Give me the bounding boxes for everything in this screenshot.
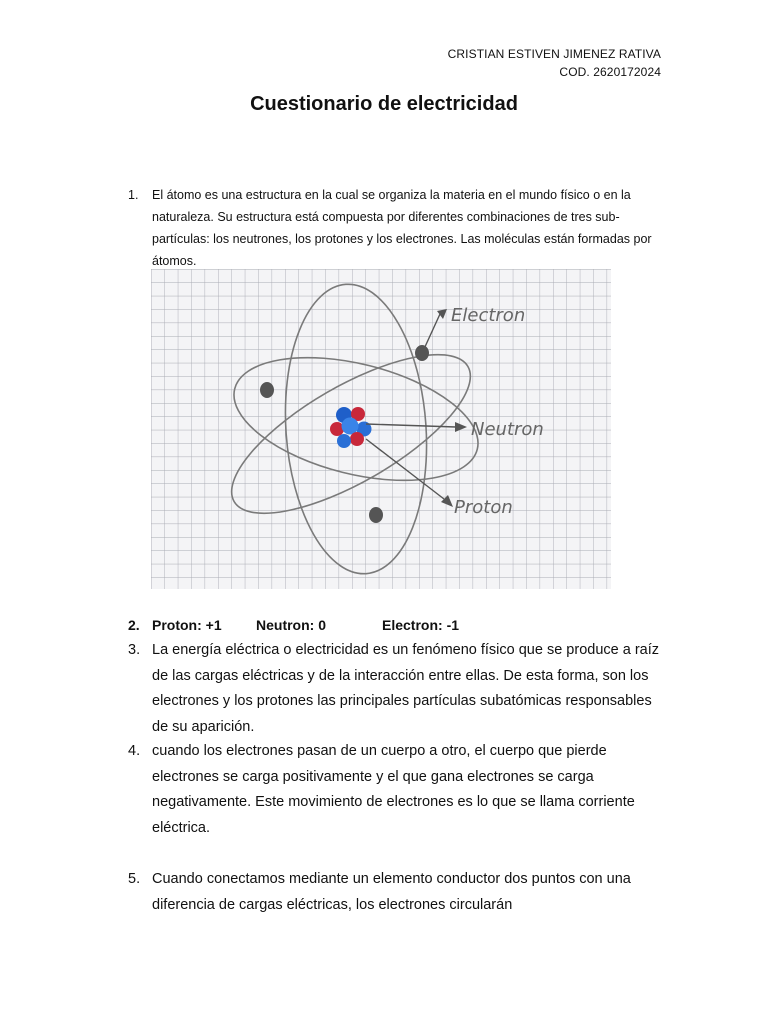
neutron-charge: Neutron: 0	[256, 617, 326, 633]
student-code: COD. 2620172024	[559, 65, 661, 79]
neutron-particle	[342, 418, 359, 435]
electron-bottom	[369, 507, 383, 523]
question-text: La energía eléctrica o electricidad es un fenómeno físico que se produce a raíz de las cargas eléctricas y de la interacción entre ellas. De esta forma, son los electrones y los protones las principales partículas subatómicas responsables de su aparición.	[152, 642, 659, 735]
question-3	[128, 638, 668, 740]
question-number: 5.	[128, 871, 141, 887]
question-1	[128, 184, 668, 272]
question-5	[128, 867, 668, 918]
question-number: 2.	[128, 617, 140, 633]
proton-charge: Proton: +1	[152, 617, 222, 633]
question-number: 3.	[128, 642, 141, 658]
question-2	[128, 613, 668, 637]
author-name: CRISTIAN ESTIVEN JIMENEZ RATIVA	[447, 47, 661, 61]
question-text: El átomo es una estructura en la cual se organiza la materia en el mundo físico o en la naturaleza. Su estructura está compuesta por diferentes combinaciones de tres sub-partículas: los neutrones, los protones y los electrones. Las moléculas están formadas por átomos.	[152, 188, 652, 268]
neutron-particle	[337, 434, 351, 448]
question-text: cuando los electrones pasan de un cuerpo a otro, el cuerpo que pierde electrones se carga positivamente y el que gana electrones se carga negativamente. Este movimiento de electrones es lo que se llama corriente eléctrica.	[152, 743, 635, 836]
question-number: 4.	[128, 743, 141, 759]
question-text: Cuando conectamos mediante un elemento conductor dos puntos con una diferencia de cargas eléctricas, los electrones circularán	[152, 871, 631, 913]
electron-top	[415, 345, 429, 361]
label-neutron: Neutron	[471, 419, 544, 440]
question-text	[152, 613, 668, 637]
label-electron: Electron	[451, 305, 526, 326]
label-proton: Proton	[454, 497, 513, 518]
electron-charge: Electron: -1	[382, 617, 460, 633]
proton-particle	[350, 432, 364, 446]
page-title: Cuestionario de electricidad	[250, 93, 518, 115]
electron-left	[260, 382, 274, 398]
question-4	[128, 739, 668, 841]
atom-drawing	[151, 269, 611, 589]
question-number: 1.	[128, 188, 139, 202]
